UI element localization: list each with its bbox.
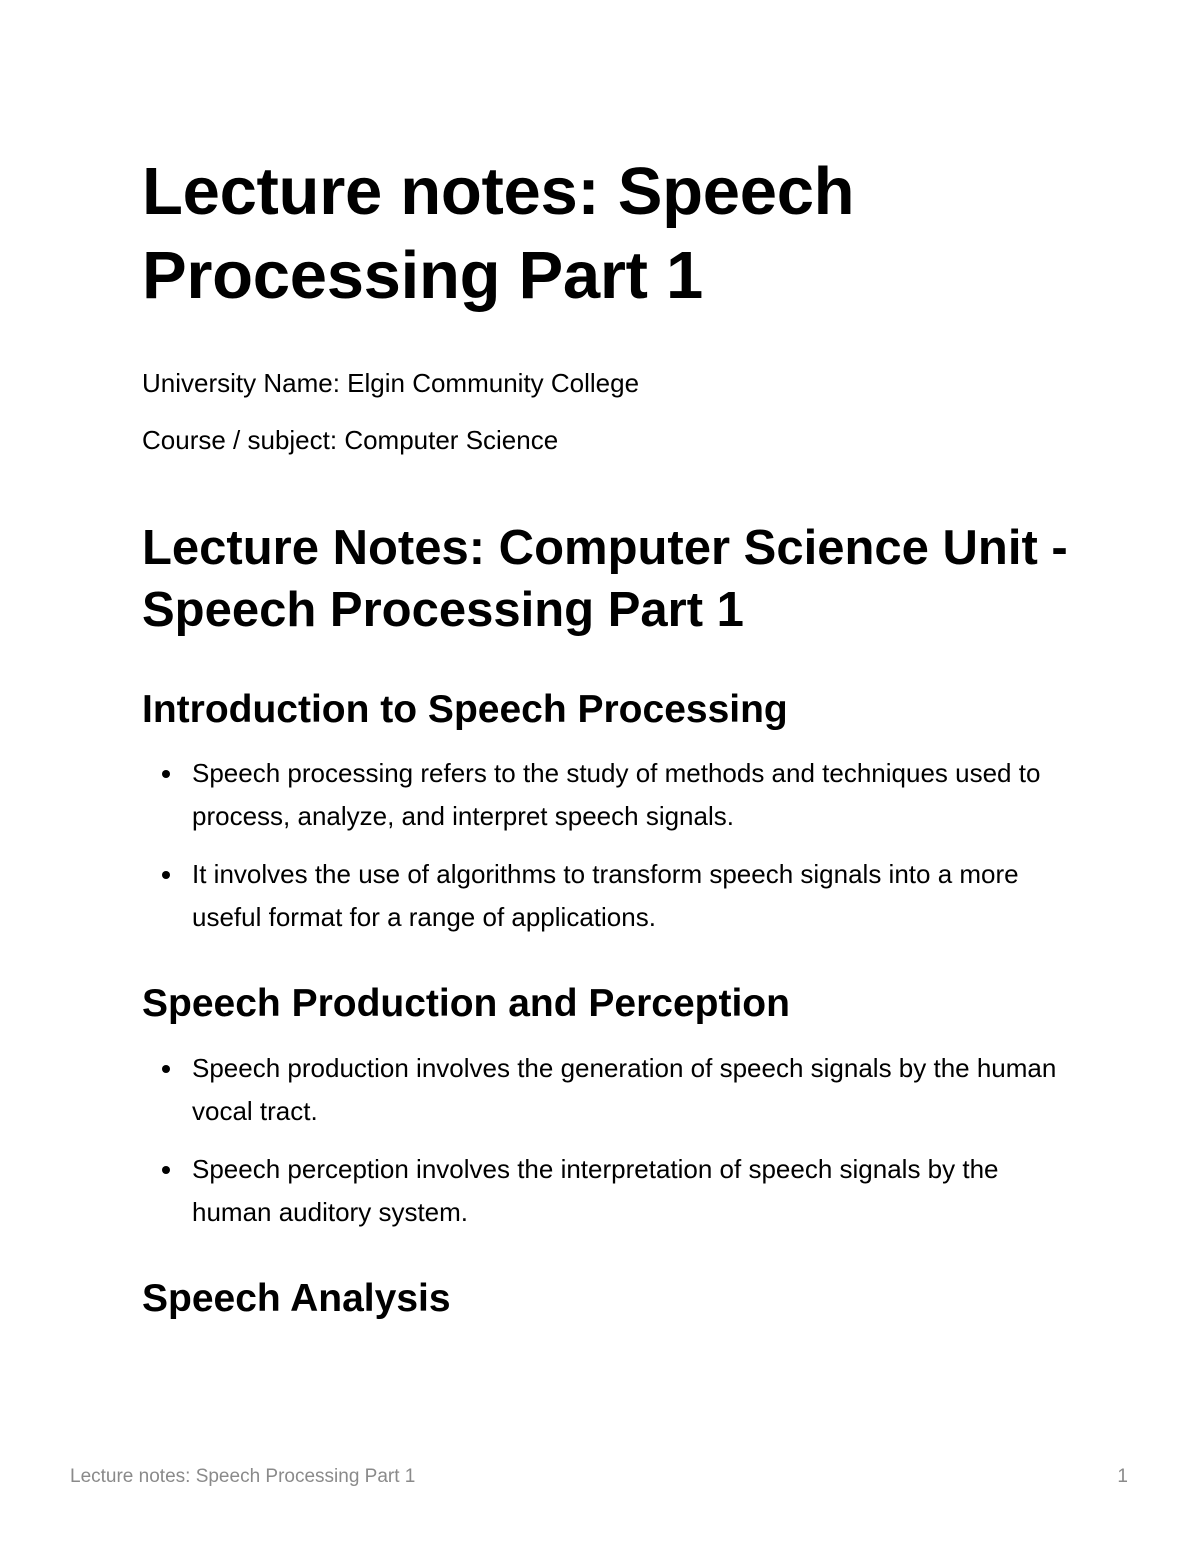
list-item-text: Speech processing refers to the study of methods and techniques used to process, analyze, and interpret speech signals. xyxy=(192,758,1041,831)
course-subject: Course / subject: Computer Science xyxy=(142,425,559,455)
bullet-icon xyxy=(162,1065,170,1073)
list-item xyxy=(142,752,1062,838)
bullet-icon xyxy=(162,1166,170,1174)
list-item xyxy=(142,853,1062,939)
document-title: Lecture notes: Speech Processing Part 1 xyxy=(142,154,855,313)
footer-title: Lecture notes: Speech Processing Part 1 xyxy=(70,1466,416,1487)
section-heading-production-perception: Speech Production and Perception xyxy=(142,982,790,1025)
section-heading-speech-analysis: Speech Analysis xyxy=(142,1277,451,1320)
bullet-list-production-perception xyxy=(142,1047,1062,1249)
list-item-text: Speech perception involves the interpretation of speech signals by the human auditory system. xyxy=(192,1154,999,1227)
bullet-icon xyxy=(162,871,170,879)
list-item xyxy=(142,1148,1062,1234)
bullet-icon xyxy=(162,770,170,778)
section-heading-introduction: Introduction to Speech Processing xyxy=(142,688,788,731)
university-name: University Name: Elgin Community College xyxy=(142,368,640,398)
bullet-list-introduction xyxy=(142,752,1062,954)
lecture-heading: Lecture Notes: Computer Science Unit - Speech Processing Part 1 xyxy=(142,521,1068,637)
list-item-text: Speech production involves the generation of speech signals by the human vocal tract. xyxy=(192,1053,1057,1126)
list-item xyxy=(142,1047,1062,1133)
list-item-text: It involves the use of algorithms to transform speech signals into a more useful format for a range of applications. xyxy=(192,859,1019,932)
page-number: 1 xyxy=(1117,1466,1128,1487)
